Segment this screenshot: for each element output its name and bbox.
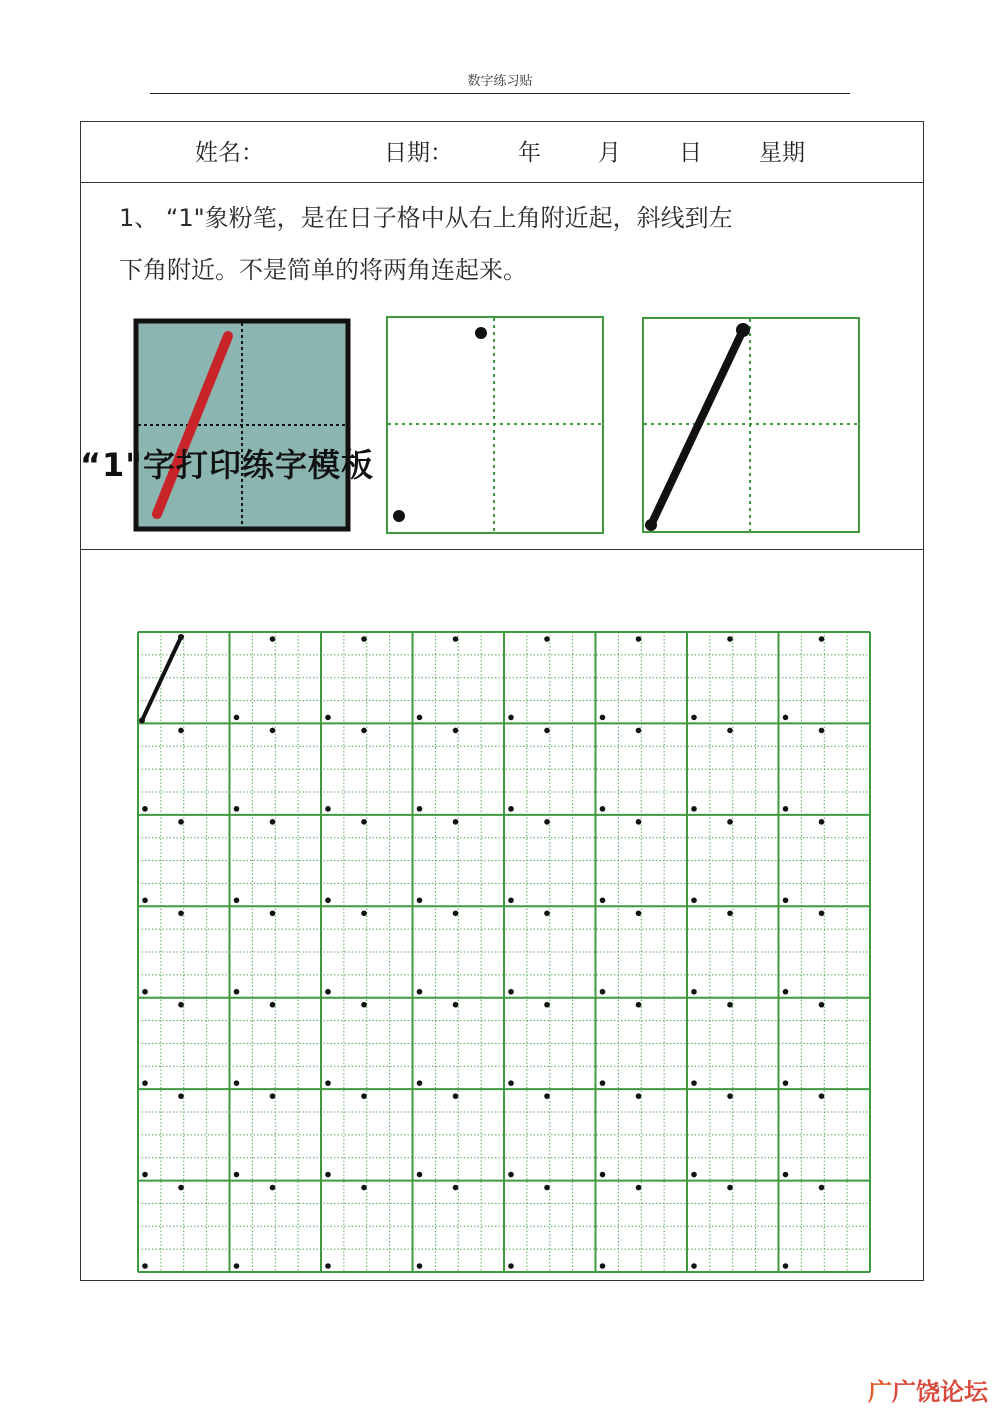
start-dot: [727, 636, 733, 642]
end-dot: [417, 989, 423, 995]
end-dot: [783, 715, 789, 721]
example-stroke-grid: [642, 317, 860, 533]
end-dot: [325, 1263, 331, 1269]
name-label: 姓名：: [195, 140, 264, 166]
start-dot: [453, 819, 459, 825]
start-dot: [727, 1093, 733, 1099]
start-dot: [453, 636, 459, 642]
start-dot: [361, 728, 367, 734]
start-dot: [636, 819, 642, 825]
example-chalkboard: [133, 318, 351, 532]
start-dot: [453, 1185, 459, 1191]
start-dot: [178, 1185, 184, 1191]
end-dot: [325, 897, 331, 903]
end-dot: [691, 1172, 697, 1178]
end-dot: [234, 715, 240, 721]
header-rule: [150, 93, 850, 94]
start-dot: [361, 1002, 367, 1008]
start-dot: [544, 728, 550, 734]
start-dot: [544, 1185, 550, 1191]
start-dot: [636, 1185, 642, 1191]
start-dot: [819, 910, 825, 916]
start-dot: [544, 910, 550, 916]
start-dot: [636, 1093, 642, 1099]
start-dot: [361, 819, 367, 825]
practice-grid: [138, 632, 870, 1272]
start-dot: [819, 728, 825, 734]
start-dot: [178, 910, 184, 916]
student-info-row: [81, 122, 923, 183]
start-dot: [270, 1185, 276, 1191]
end-dot: [234, 897, 240, 903]
start-dot: [727, 819, 733, 825]
end-dot: [142, 1172, 148, 1178]
start-dot: [270, 1093, 276, 1099]
forum-logo-icon: 广: [868, 1378, 892, 1406]
weekday-label: 星期: [759, 140, 805, 166]
end-dot: [691, 1263, 697, 1269]
ink-stroke-one: [651, 330, 743, 525]
start-dot: [178, 1093, 184, 1099]
page-header-title: 数字练习贴: [467, 74, 533, 89]
start-dot: [819, 1185, 825, 1191]
end-dot: [691, 715, 697, 721]
end-dot: [234, 989, 240, 995]
end-dot: [691, 1080, 697, 1086]
end-dot: [783, 1080, 789, 1086]
end-dot: [142, 897, 148, 903]
start-dot: [819, 636, 825, 642]
end-dot: [142, 806, 148, 812]
end-dot: [691, 806, 697, 812]
end-dot: [783, 1172, 789, 1178]
end-dot: [417, 1172, 423, 1178]
end-dot: [508, 1263, 514, 1269]
start-dot: [453, 728, 459, 734]
end-dot: [508, 897, 514, 903]
start-dot: [819, 1093, 825, 1099]
start-dot: [178, 819, 184, 825]
end-dot: [142, 1263, 148, 1269]
start-dot: [819, 819, 825, 825]
start-dot: [475, 327, 487, 339]
forum-watermark: [868, 1372, 988, 1407]
start-dot: [727, 910, 733, 916]
end-dot: [508, 806, 514, 812]
start-dot: [178, 634, 184, 640]
start-dot: [727, 1185, 733, 1191]
end-dot: [325, 715, 331, 721]
end-dot: [417, 806, 423, 812]
start-dot: [361, 636, 367, 642]
end-dot: [417, 1263, 423, 1269]
start-dot: [361, 1093, 367, 1099]
start-dot: [178, 1002, 184, 1008]
day-label: 日: [679, 140, 702, 166]
end-dot: [417, 715, 423, 721]
end-dot: [508, 1172, 514, 1178]
start-dot: [636, 728, 642, 734]
sample-stroke-one: [142, 637, 181, 720]
end-dot: [600, 806, 606, 812]
month-label: 月: [598, 140, 621, 166]
end-dot: [142, 989, 148, 995]
start-dot: [636, 1002, 642, 1008]
end-dot: [508, 715, 514, 721]
start-dot: [636, 636, 642, 642]
start-dot: [361, 1185, 367, 1191]
start-dot: [453, 910, 459, 916]
date-label: 日期：: [384, 140, 453, 166]
end-dot: [325, 1172, 331, 1178]
start-dot: [544, 1093, 550, 1099]
end-dot: [234, 1080, 240, 1086]
end-dot: [600, 1263, 606, 1269]
example-dots-grid: [386, 316, 604, 534]
forum-logo-text: 广饶论坛: [892, 1378, 988, 1406]
instruction-line-1: 1、 “1"象粉笔，是在日子格中从右上角附近起，斜线到左: [119, 204, 733, 232]
end-dot: [325, 989, 331, 995]
end-dot: [691, 897, 697, 903]
end-dot: [142, 1080, 148, 1086]
start-dot: [544, 819, 550, 825]
end-dot: [417, 1080, 423, 1086]
end-dot: [600, 989, 606, 995]
end-dot: [393, 510, 405, 522]
start-dot: [544, 636, 550, 642]
start-dot: [361, 910, 367, 916]
end-dot: [139, 717, 145, 723]
end-dot: [600, 897, 606, 903]
start-dot: [453, 1002, 459, 1008]
end-dot: [508, 989, 514, 995]
end-dot: [508, 1080, 514, 1086]
end-dot: [600, 715, 606, 721]
end-dot: [783, 897, 789, 903]
end-dot: [600, 1172, 606, 1178]
start-dot: [270, 636, 276, 642]
year-label: 年: [518, 140, 541, 166]
start-dot: [270, 1002, 276, 1008]
end-dot: [234, 806, 240, 812]
start-dot: [270, 910, 276, 916]
start-dot: [819, 1002, 825, 1008]
template-title: “1"字打印练字模板: [80, 446, 374, 484]
end-dot: [783, 1263, 789, 1269]
end-dot: [783, 989, 789, 995]
end-dot: [234, 1263, 240, 1269]
start-dot: [727, 1002, 733, 1008]
start-dot: [270, 728, 276, 734]
end-dot: [691, 989, 697, 995]
start-dot: [636, 910, 642, 916]
start-dot: [453, 1093, 459, 1099]
end-dot: [325, 1080, 331, 1086]
start-dot: [544, 1002, 550, 1008]
end-dot: [600, 1080, 606, 1086]
end-dot: [783, 806, 789, 812]
end-dot: [417, 897, 423, 903]
start-dot: [270, 819, 276, 825]
instruction-line-2: 下角附近。不是简单的将两角连起来。: [119, 256, 527, 284]
start-dot: [727, 728, 733, 734]
end-dot: [234, 1172, 240, 1178]
end-dot: [325, 806, 331, 812]
start-dot: [178, 728, 184, 734]
